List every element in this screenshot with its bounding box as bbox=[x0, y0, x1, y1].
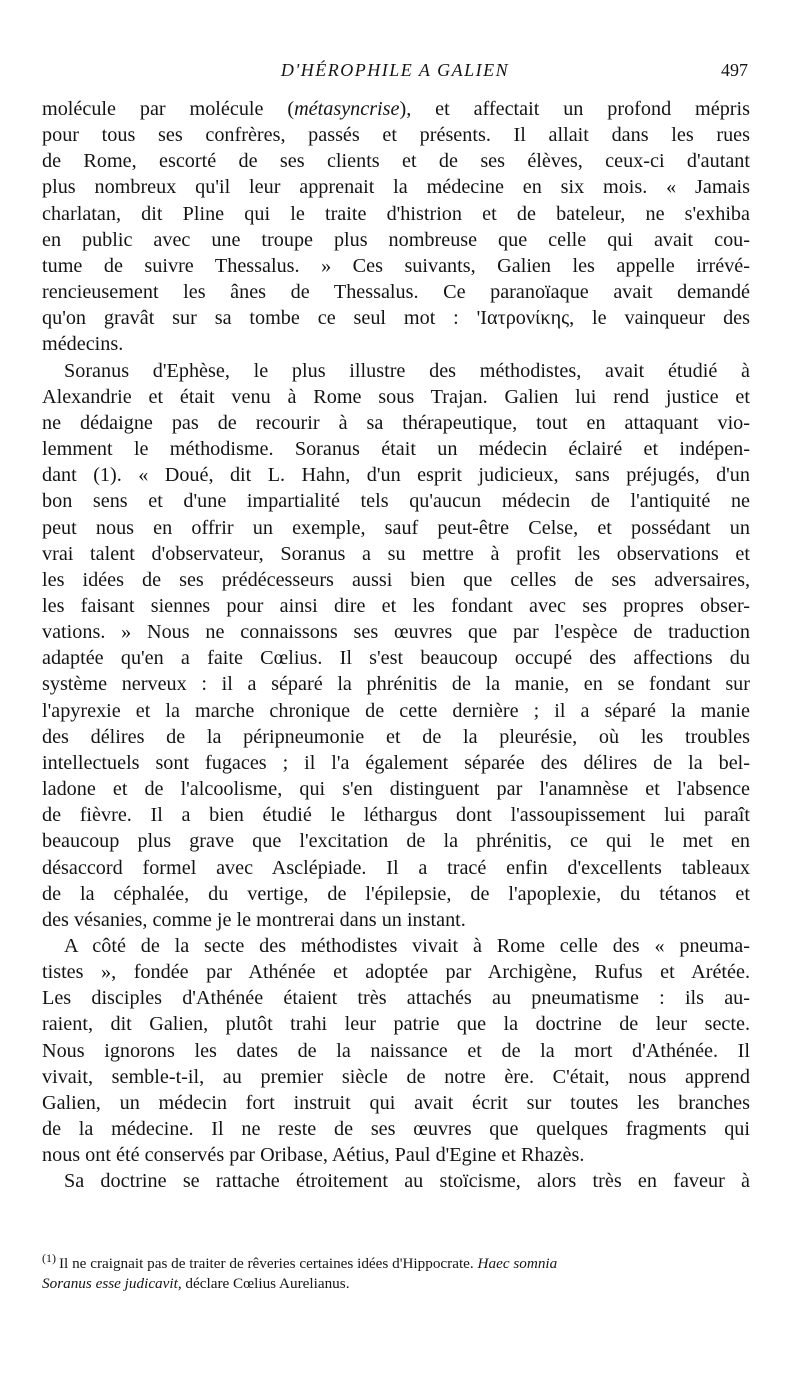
paragraph bbox=[42, 358, 750, 933]
footnote bbox=[42, 1250, 750, 1294]
italic-text: Soranus esse judicavit, bbox=[42, 1275, 182, 1292]
text-line: tume de suivre Thessalus. » Ces suivants, Galien les appelle irrévé- bbox=[42, 254, 750, 277]
text-line: vivait, semble-t-il, au premier siècle de notre ère. C'était, nous apprend bbox=[42, 1065, 750, 1088]
body-text bbox=[42, 96, 750, 1195]
page-header bbox=[42, 60, 748, 90]
italic-text: Haec somnia bbox=[477, 1255, 558, 1272]
text-line: de la céphalée, du vertige, de l'épilepsie, de l'apoplexie, du tétanos et bbox=[42, 882, 750, 905]
paragraph bbox=[42, 1168, 750, 1194]
text-line: de Rome, escorté de ses clients et de ses élèves, ceux-ci d'autant bbox=[42, 150, 750, 173]
footnote-mark: (1) bbox=[42, 1250, 59, 1265]
text-line: Nous ignorons les dates de la naissance et de la mort d'Athénée. Il bbox=[42, 1039, 750, 1062]
text-line: système nerveux : il a séparé la phrénitis de la manie, en se fondant sur bbox=[42, 673, 750, 696]
text-line: médecins. bbox=[42, 333, 124, 356]
text-line: rencieusement les ânes de Thessalus. Ce paranoïaque avait demandé bbox=[42, 281, 750, 304]
text-line: les idées de ses prédécesseurs aussi bien que celles de ses adversaires, bbox=[42, 568, 750, 591]
text-line: des délires de la péripneumonie et de la pleurésie, où les troubles bbox=[42, 725, 750, 748]
text-line: bon sens et d'une impartialité tels qu'aucun médecin de l'antiquité ne bbox=[42, 490, 750, 513]
text-line: molécule par molécule (métasyncrise), et affectait un profond mépris bbox=[42, 98, 750, 120]
text-line: désaccord formel avec Asclépiade. Il a tracé enfin d'excellents tableaux bbox=[42, 856, 750, 879]
italic-text: métasyncrise bbox=[294, 98, 400, 120]
footnote-line: Soranus esse judicavit, déclare Cœlius Aurelianus. bbox=[42, 1275, 350, 1292]
text-line: tistes », fondée par Athénée et adoptée par Archigène, Rufus et Arétée. bbox=[42, 961, 750, 984]
text-line: Sa doctrine se rattache étroitement au stoïcisme, alors très en faveur à bbox=[64, 1170, 750, 1193]
text-line: ne dédaigne pas de recourir à sa thérapeutique, tout en attaquant vio- bbox=[42, 411, 750, 434]
text-line: lemment le méthodisme. Soranus était un médecin éclairé et indépen- bbox=[42, 438, 750, 461]
text-line: en public avec une troupe plus nombreuse que celle qui avait cou- bbox=[42, 228, 750, 251]
text-line: pour tous ses confrères, passés et présents. Il allait dans les rues bbox=[42, 124, 750, 147]
text-line: qu'on gravât sur sa tombe ce seul mot : 'Ιατρονίκης, le vainqueur des bbox=[42, 307, 750, 330]
text-line: de fièvre. Il a bien étudié le léthargus dont l'assoupissement lui paraît bbox=[42, 804, 750, 827]
text-line: adaptée qu'en a faite Cœlius. Il s'est beaucoup occupé des affections du bbox=[42, 647, 750, 670]
text-line: de la médecine. Il ne reste de ses œuvres que quelques fragments qui bbox=[42, 1118, 750, 1141]
text-line: raient, dit Galien, plutôt trahi leur patrie que la doctrine de leur secte. bbox=[42, 1013, 750, 1036]
text-line: des vésanies, comme je le montrerai dans un instant. bbox=[42, 908, 466, 931]
page-number: 497 bbox=[721, 60, 748, 80]
text-line: beaucoup plus grave que l'excitation de la phrénitis, ce qui le met en bbox=[42, 830, 750, 853]
text-line: Les disciples d'Athénée étaient très attachés au pneumatisme : ils au- bbox=[42, 987, 750, 1010]
paragraph bbox=[42, 96, 750, 358]
text-line: vrai talent d'observateur, Soranus a su mettre à profit les observations et bbox=[42, 542, 750, 565]
text-line: plus nombreux qu'il leur apprenait la médecine en six mois. « Jamais bbox=[42, 176, 750, 199]
text-line: charlatan, dit Pline qui le traite d'histrion et de bateleur, ne s'exhiba bbox=[42, 202, 750, 225]
text-line: peut nous en offrir un exemple, sauf peut-être Celse, et possédant un bbox=[42, 516, 750, 539]
text-line: intellectuels sont fugaces ; il l'a également séparée des délires de la bel- bbox=[42, 751, 750, 774]
text-line: Soranus d'Ephèse, le plus illustre des méthodistes, avait étudié à bbox=[64, 359, 750, 382]
text-line: A côté de la secte des méthodistes vivait à Rome celle des « pneuma- bbox=[64, 935, 750, 957]
text-line: dant (1). « Doué, dit L. Hahn, d'un esprit judicieux, sans préjugés, d'un bbox=[42, 464, 750, 487]
text-line: vations. » Nous ne connaissons ses œuvres que par l'espèce de traduction bbox=[42, 621, 750, 644]
footnote-line: $^{(1)}$ Il ne craignait pas de traiter de rêveries certaines idées d'Hippocrate. Haec somnia bbox=[42, 1250, 558, 1272]
text-line: Galien, un médecin fort instruit qui avait écrit sur toutes les branches bbox=[42, 1091, 750, 1114]
text-line: Alexandrie et était venu à Rome sous Trajan. Galien lui rend justice et bbox=[42, 385, 750, 408]
text-line: nous ont été conservés par Oribase, Aétius, Paul d'Egine et Rhazès. bbox=[42, 1144, 585, 1167]
text-line: les faisant siennes pour ainsi dire et les fondant avec ses propres obser- bbox=[42, 594, 750, 617]
paragraph bbox=[42, 933, 750, 1168]
text-line: l'apyrexie et la marche chronique de cette dernière ; il a séparé la manie bbox=[42, 699, 750, 722]
running-title: D'HÉROPHILE A GALIEN bbox=[280, 60, 510, 80]
text-line: ladone et de l'alcoolisme, qui s'en distinguent par l'anamnèse et l'absence bbox=[42, 778, 750, 801]
